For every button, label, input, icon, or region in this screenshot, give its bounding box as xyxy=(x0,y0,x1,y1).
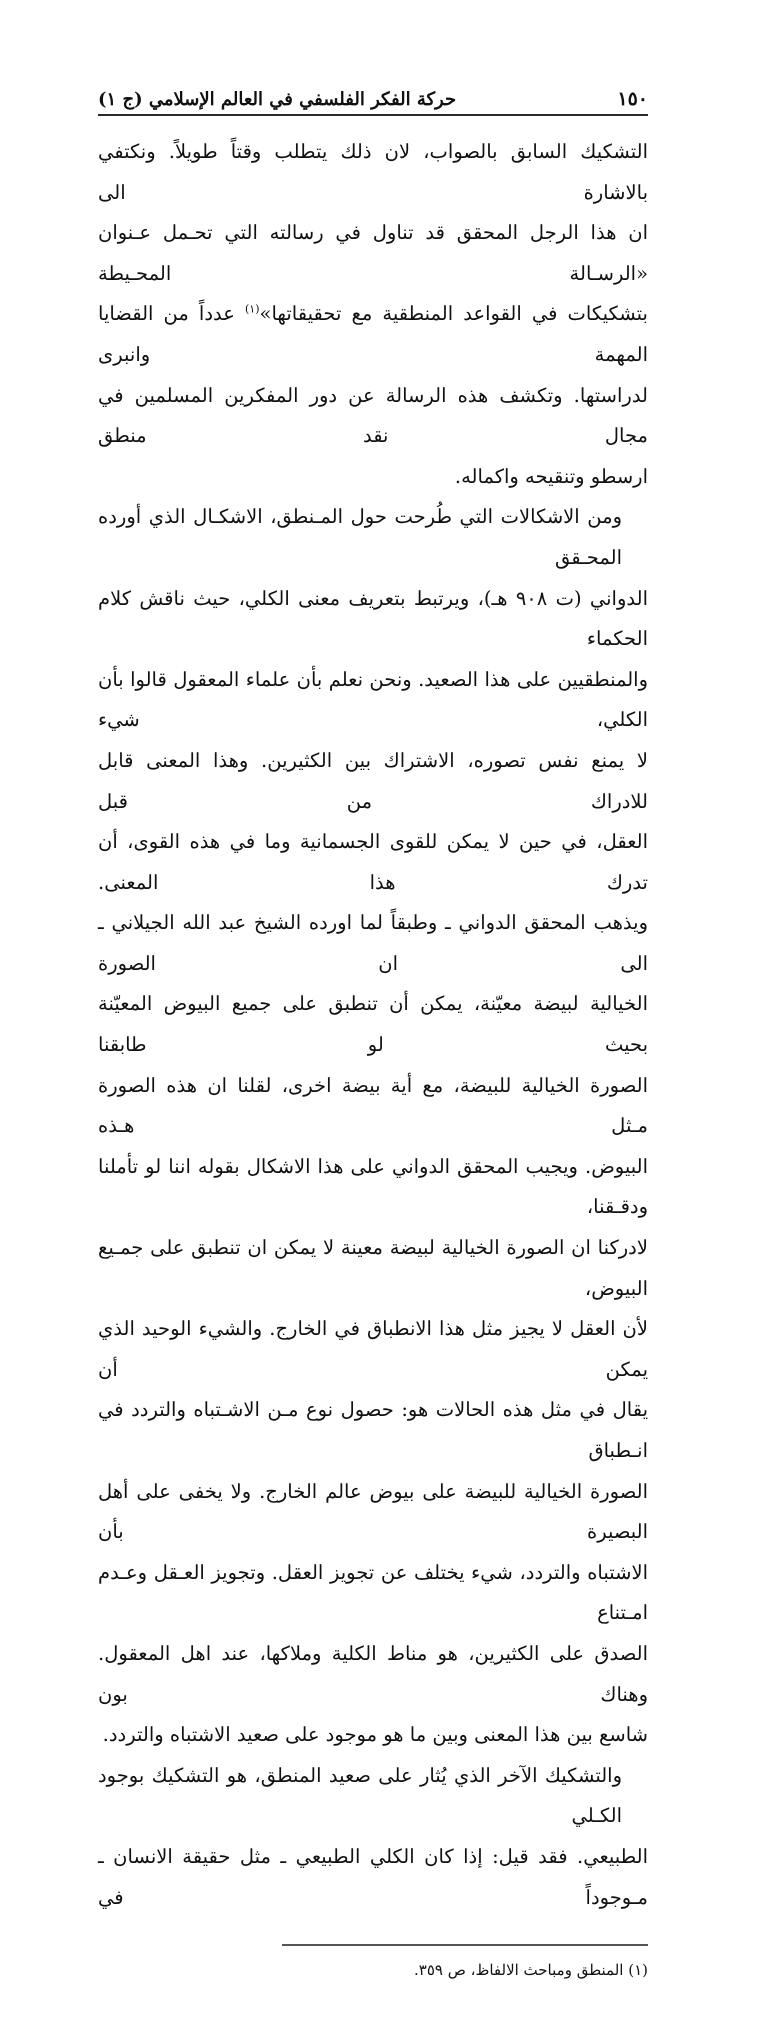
text-line xyxy=(98,660,648,741)
text-segment: يقال في مثل هذه الحالات هو: حصول نوع مـن الاشـتباه والتردد في انـطباق xyxy=(98,1398,648,1462)
text-segment: الصورة الخيالية للبيضة، مع أية بيضة اخرى، لقلنا ان هذه الصورة مـثل هـذه xyxy=(98,1073,648,1138)
text-segment: لادركنا ان الصورة الخيالية لبيضة معينة لا يمكن ان تنطبق على جمـيع البيوض، xyxy=(98,1236,648,1300)
footnote-marker[interactable]: (١) xyxy=(245,302,260,316)
text-segment: العقل، في حين لا يمكن للقوى الجسمانية وما في هذه القوى، أن تدرك هذا المعنى. xyxy=(98,830,648,894)
text-segment: لدراستها. وتكشف هذه الرسالة عن دور المفكرين المسلمين في مجال نقد منطق xyxy=(98,383,648,448)
text-line xyxy=(98,1390,648,1471)
text-line xyxy=(98,1553,648,1634)
text-line xyxy=(98,903,648,984)
text-line xyxy=(98,1634,648,1715)
text-line xyxy=(98,1472,648,1553)
text-line xyxy=(98,984,648,1065)
footnote-separator xyxy=(282,1944,648,1946)
text-line xyxy=(98,132,648,213)
text-segment: الصدق على الكثيرين، هو مناط الكلية وملاكها، عند اهل المعقول. وهناك بون xyxy=(98,1641,648,1706)
text-line xyxy=(98,1837,648,1918)
text-segment: لا يمنع نفس تصوره، الاشتراك بين الكثيرين. وهذا المعنى قابل للادراك من قبل xyxy=(98,748,648,813)
text-segment: لأن العقل لا يجيز مثل هذا الانطباق في الخارج. والشيء الوحيد الذي يمكن أن xyxy=(98,1317,648,1381)
footnote-area xyxy=(98,1944,648,1982)
text-segment: ويذهب المحقق الدواني ـ وطبقاً لما اورده الشيخ عبد الله الجيلاني ـ الى ان الصورة xyxy=(98,911,648,975)
body-text xyxy=(98,132,648,1918)
text-segment: والمنطقيين على هذا الصعيد. ونحن نعلم بأن علماء المعقول قالوا بأن الكلي، شيء xyxy=(98,667,648,732)
text-line xyxy=(98,822,648,903)
text-segment: الطبيعي. فقد قيل: إذا كان الكلي الطبيعي ـ مثل حقيقة الانسان ـ مـوجوداً في xyxy=(98,1844,648,1909)
text-line xyxy=(98,741,648,822)
page-number: ١٥٠ xyxy=(617,88,648,110)
text-segment: ارسطو وتنقيحه واكماله. xyxy=(454,464,648,488)
text-segment: الصورة الخيالية للبيضة على بيوض عالم الخارج. ولا يخفى على أهل البصيرة بأن xyxy=(98,1479,648,1544)
text-line xyxy=(98,579,648,660)
text-segment: ان هذا الرجل المحقق قد تناول في رسالته التي تحـمل عـنوان «الرسـالة المحـيطة xyxy=(98,221,648,285)
text-line xyxy=(98,213,648,294)
text-line xyxy=(98,457,648,498)
text-line xyxy=(98,294,648,375)
text-segment: البيوض. ويجيب المحقق الدواني على هذا الاشكال بقوله اننا لو تأملنا ودقـقنا، xyxy=(98,1154,648,1219)
text-segment: بتشكيكات في القواعد المنطقية مع تحقيقاتها» xyxy=(259,302,648,326)
page-header xyxy=(98,88,648,116)
text-line xyxy=(98,1715,648,1756)
text-segment: الخيالية لبيضة معيّنة، يمكن أن تنطبق على جميع البيوض المعيّنة بحيث لو طابقنا xyxy=(98,992,648,1057)
text-segment: ومن الاشكالات التي طُرحت حول المـنطق، الاشكـال الذي أورده المحـقق xyxy=(98,505,622,569)
text-line xyxy=(98,1147,648,1228)
text-segment: التشكيك السابق بالصواب، لان ذلك يتطلب وقتاً طويلاً. ونكتفي بالاشارة الى xyxy=(98,140,648,204)
text-line xyxy=(98,376,648,457)
text-segment: شاسع بين هذا المعنى وبين ما هو موجود على صعيد الاشتباه والتردد. xyxy=(102,1723,648,1747)
text-segment: والتشكيك الآخر الذي يُثار على صعيد المنطق، هو التشكيك بوجود الكـلي xyxy=(98,1763,623,1828)
text-segment: الدواني (ت ٩٠٨ هـ)، ويرتبط بتعريف معنى الكلي، حيث ناقش كلام الحكماء xyxy=(98,586,648,651)
text-line xyxy=(98,497,648,578)
text-segment: الاشتباه والتردد، شيء يختلف عن تجويز العقل. وتجويز العـقل وعـدم امـتناع xyxy=(98,1560,648,1625)
text-line xyxy=(98,1756,648,1837)
text-line xyxy=(98,1066,648,1147)
text-line xyxy=(98,1309,648,1390)
footnote: (١) المنطق ومباحث الالفاظ، ص ٣٥٩. xyxy=(414,1961,648,1980)
text-line xyxy=(98,1228,648,1309)
text-segment: عدداً من القضايا المهمة وانبرى xyxy=(98,302,648,366)
running-title: حركة الفكر الفلسفي في العالم الإسلامي (ج ١) xyxy=(98,89,457,110)
